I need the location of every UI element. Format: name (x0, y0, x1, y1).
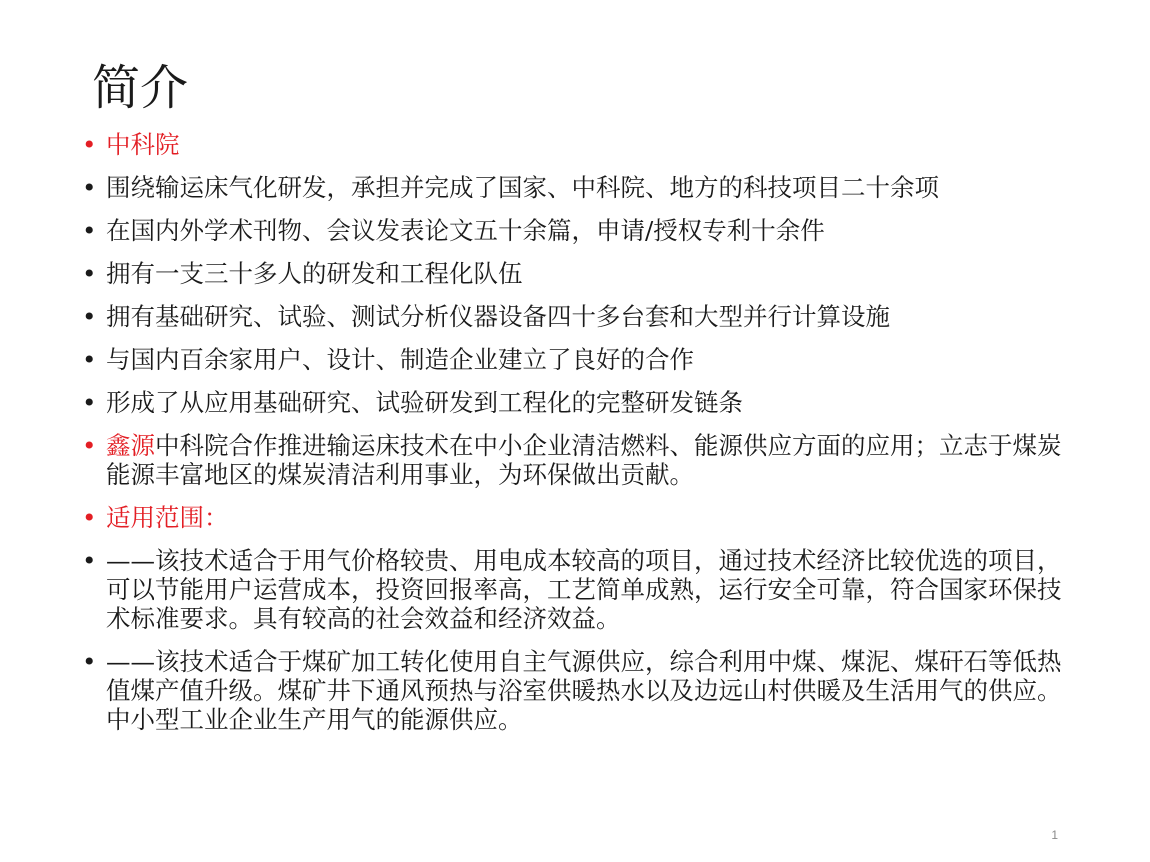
item-text: ——该技术适合于用气价格较贵、用电成本较高的项目，通过技术经济比较优选的项目，可以节能用户运营成本，投资回报率高，工艺简单成熟，运行安全可靠，符合国家环保技术标准要求。具有较高的社会效益和经济效益。 (106, 546, 1062, 633)
list-item (82, 431, 1067, 489)
item-text: 在国内外学术刊物、会议发表论文五十余篇，申请/授权专利十余件 (106, 216, 825, 245)
bullet-icon: • (82, 388, 97, 417)
list-item (82, 647, 1067, 734)
highlight-text: 中科院 (106, 130, 180, 159)
item-text: 形成了从应用基础研究、试验研发到工程化的完整研发链条 (106, 388, 743, 417)
bullet-icon: • (82, 130, 97, 159)
page-number: 1 (1051, 828, 1058, 842)
bullet-icon: • (82, 503, 97, 532)
bullet-icon: • (82, 546, 97, 575)
list-item (82, 345, 1067, 374)
list-item (82, 259, 1067, 288)
item-text: 拥有基础研究、试验、测试分析仪器设备四十多台套和大型并行计算设施 (106, 302, 890, 331)
item-text: 中科院合作推进输运床技术在中小企业清洁燃料、能源供应方面的应用；立志于煤炭能源丰富地区的煤炭清洁利用事业，为环保做出贡献。 (106, 431, 1062, 489)
bullet-icon: • (82, 173, 97, 202)
bullet-icon: • (82, 302, 97, 331)
bullet-icon: • (82, 216, 97, 245)
item-text: 与国内百余家用户、设计、制造企业建立了良好的合作 (106, 345, 694, 374)
list-item (82, 388, 1067, 417)
list-item (82, 503, 1067, 532)
list-item (82, 173, 1067, 202)
bullet-icon: • (82, 431, 97, 460)
highlight-text: 适用范围： (106, 503, 229, 532)
bullet-icon: • (82, 345, 97, 374)
slide-title: 简介 (92, 60, 189, 116)
highlight-text: 鑫源 (106, 431, 155, 460)
list-item (82, 130, 1067, 159)
bullet-list (82, 130, 1067, 748)
item-text: ——该技术适合于煤矿加工转化使用自主气源供应，综合利用中煤、煤泥、煤矸石等低热值煤产值升级。煤矿井下通风预热与浴室供暖热水以及边远山村供暖及生活用气的供应。中小型工业企业生产用气的能源供应。 (106, 647, 1062, 734)
bullet-icon: • (82, 647, 97, 676)
bullet-icon: • (82, 259, 97, 288)
list-item (82, 302, 1067, 331)
item-text: 拥有一支三十多人的研发和工程化队伍 (106, 259, 523, 288)
list-item (82, 216, 1067, 245)
list-item (82, 546, 1067, 633)
item-text: 围绕输运床气化研发，承担并完成了国家、中科院、地方的科技项目二十余项 (106, 173, 939, 202)
